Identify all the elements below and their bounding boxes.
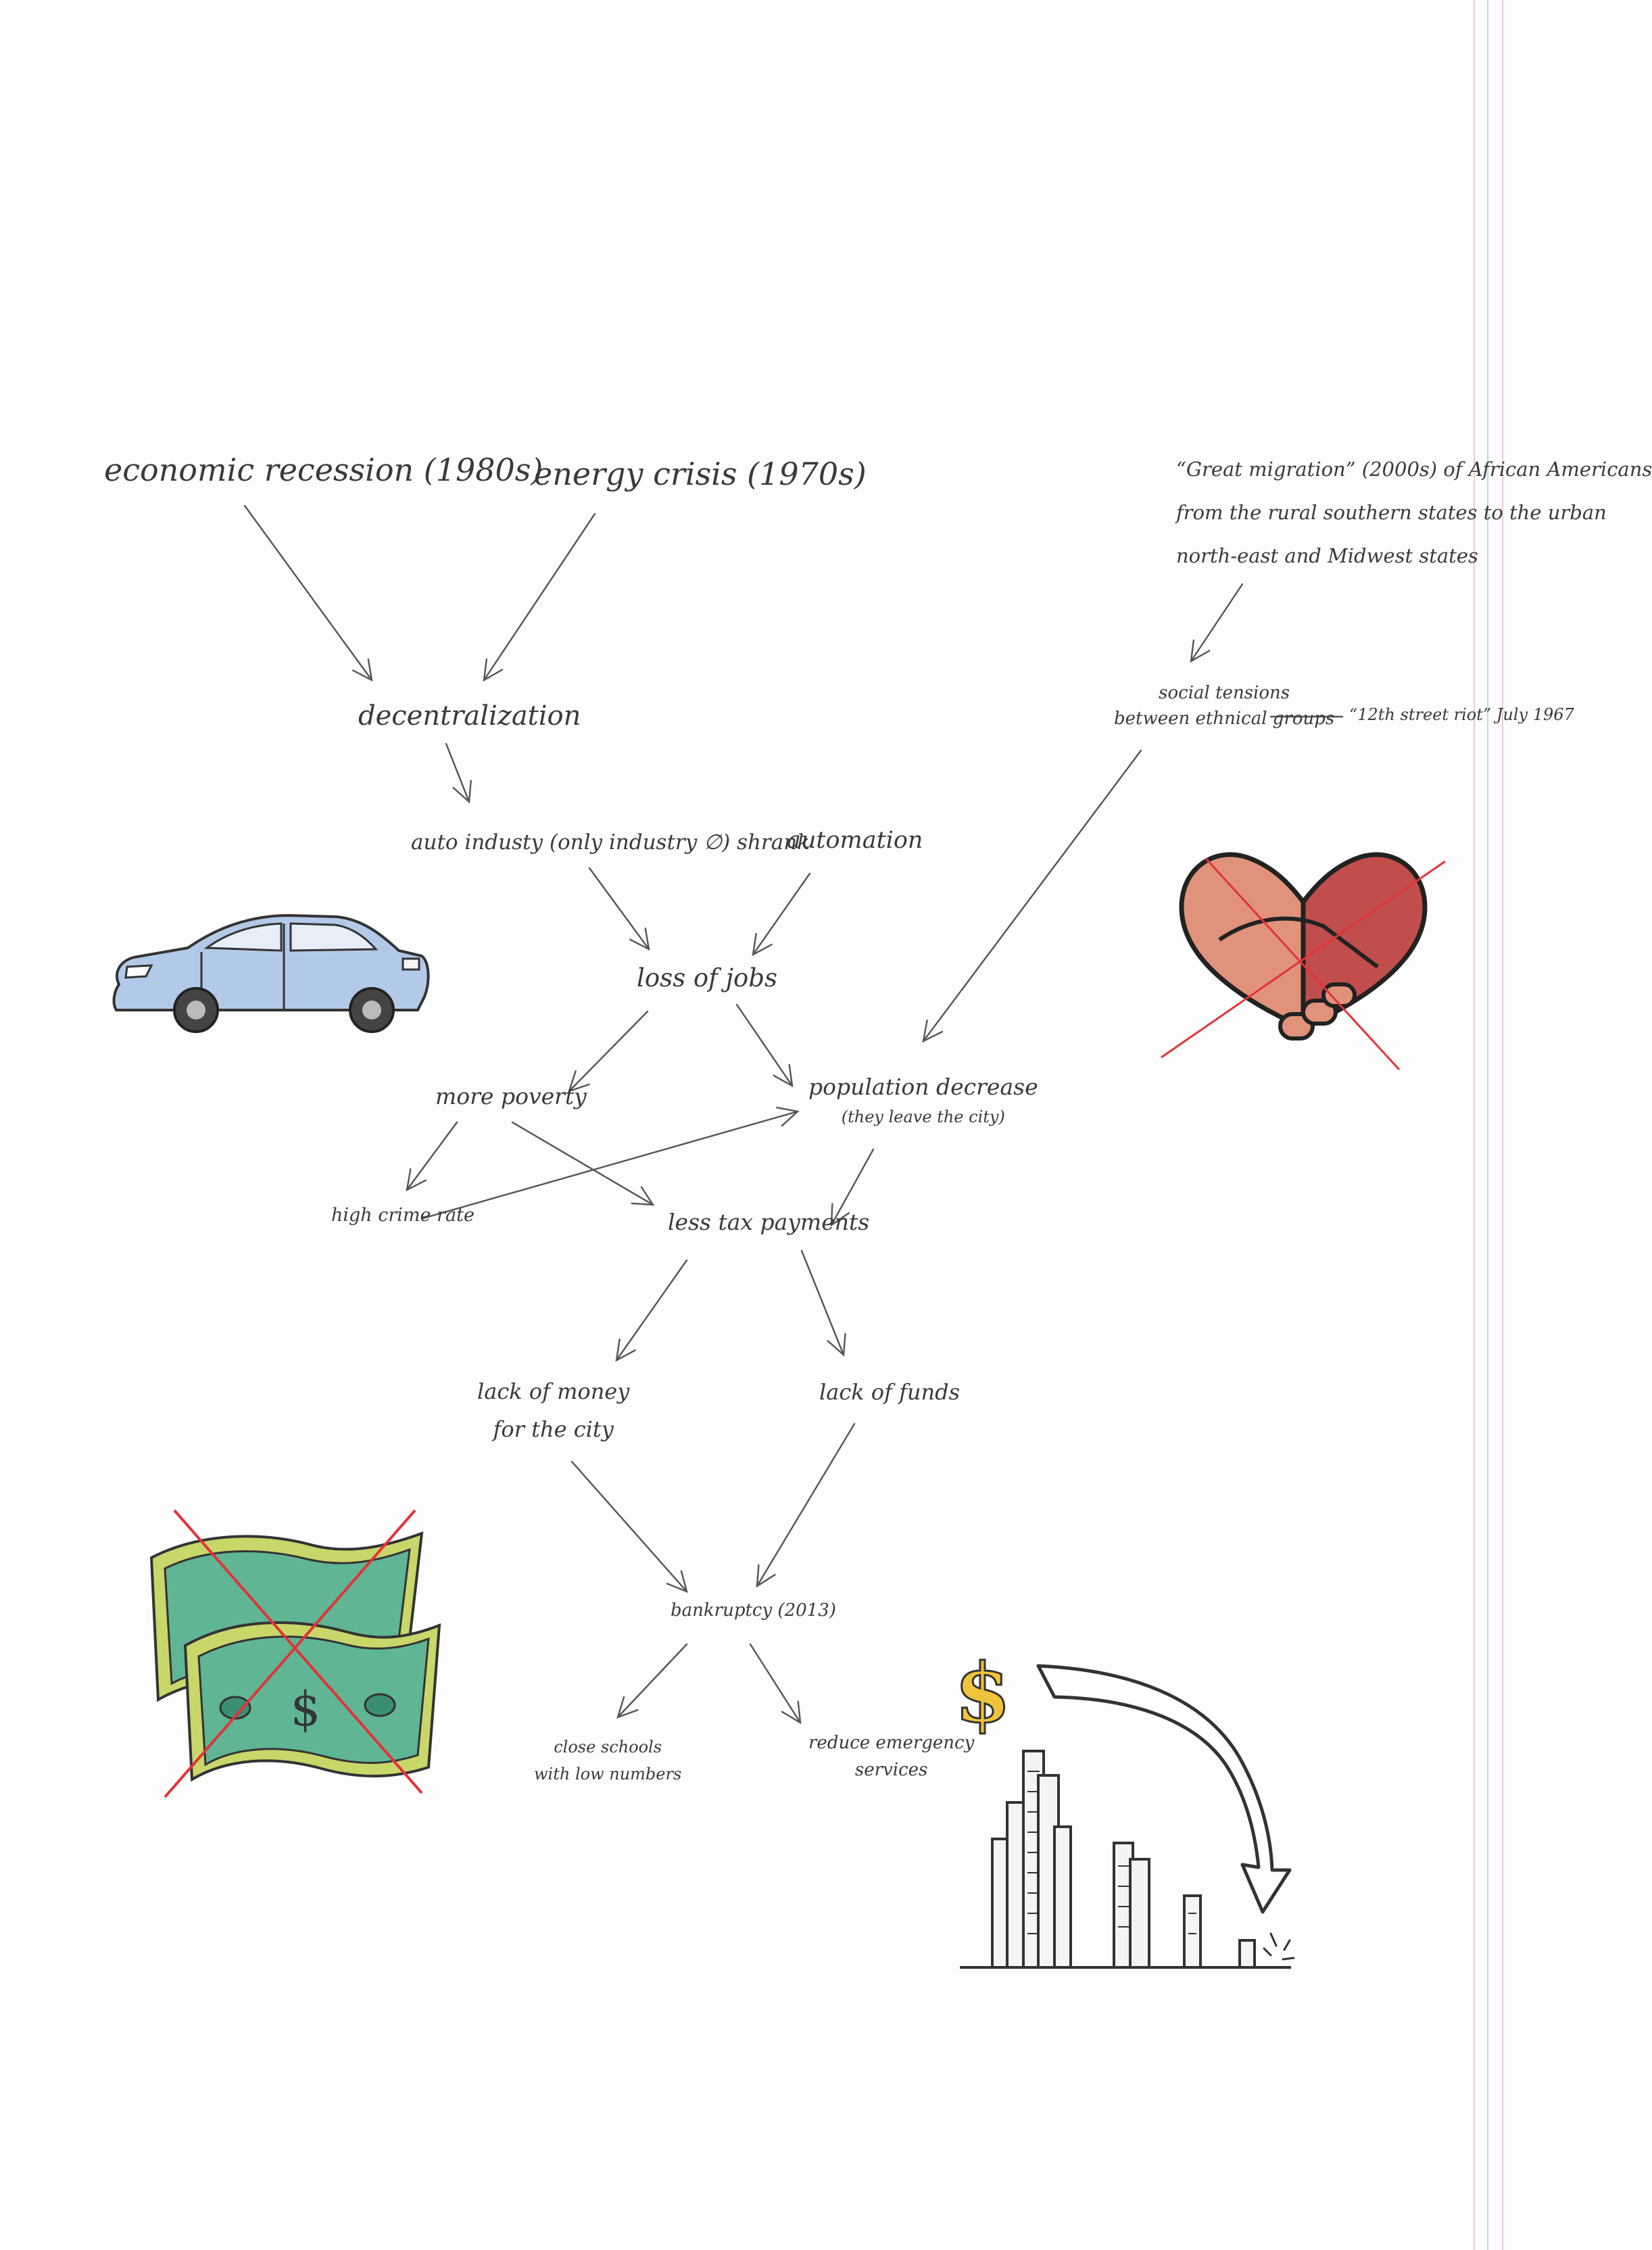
population-decrease-line-1: population decrease [808,1074,1038,1100]
arrow [423,1111,798,1218]
lack-of-money-line-1: lack of money [477,1379,630,1404]
node-loss-of-jobs: loss of jobs [637,963,777,992]
great-migration-line-3: north-east and Midwest states [1176,544,1478,567]
node-decentralization: decentralization [358,700,581,732]
arrow [737,1005,792,1086]
arrow [569,1011,648,1091]
node-12th-street-riot: “12th street riot” July 1967 [1349,705,1574,724]
lack-of-money-line-2: for the city [493,1416,614,1442]
arrow [245,506,372,680]
arrow [616,1260,687,1360]
arrow [407,1122,457,1190]
svg-text:$: $ [290,1681,321,1737]
arrow [753,873,810,955]
arrow [757,1424,854,1586]
node-reduce-emergency [808,1729,974,1784]
node-lack-of-money [477,1372,629,1448]
node-close-schools [534,1733,681,1788]
social-tensions-line-2: between ethnical groups [1114,709,1335,729]
node-automation: automation [787,827,923,854]
arrow [446,744,469,802]
great-migration-line-1: “Great migration” (2000s) of African Americans [1176,458,1652,481]
node-population-decrease [808,1072,1038,1132]
reduce-emergency-line-1: reduce emergency [808,1733,975,1753]
money-bills-icon [145,1504,442,1801]
arrow [1191,584,1242,661]
node-high-crime-rate: high crime rate [331,1205,475,1226]
population-decrease-line-2: (they leave the city) [841,1107,1005,1126]
node-less-tax-payments: less tax payments [668,1209,870,1235]
node-bankruptcy: bankruptcy (2013) [671,1600,836,1621]
arrow [750,1644,800,1723]
social-tensions-line-1: social tensions [1159,683,1290,703]
handshake-heart-icon [1161,832,1445,1088]
car-icon [107,909,431,1037]
reduce-emergency-line-2: services [854,1760,928,1780]
arrow [618,1644,687,1717]
arrow [923,750,1141,1041]
node-auto-industry: auto industy (only industry ∅) shrank [411,830,810,855]
great-migration-line-2: from the rural southern states to the urban [1176,501,1607,524]
node-more-poverty: more poverty [435,1083,587,1109]
arrow [512,1122,653,1205]
arrow [572,1462,687,1591]
node-great-migration [1176,448,1652,577]
arrow [484,514,595,680]
close-schools-line-1: close schools [554,1738,662,1756]
node-lack-of-funds: lack of funds [819,1379,961,1405]
arrow [589,868,649,949]
dollar-sign-icon: $ [954,1646,1011,1741]
arrow [802,1251,844,1355]
node-social-tensions [1114,680,1334,732]
node-economic-recession: economic recession (1980s) [104,452,543,488]
skyline-decline-icon [953,1656,1332,2021]
close-schools-line-2: with low numbers [534,1765,682,1784]
node-energy-crisis: energy crisis (1970s) [534,456,867,492]
